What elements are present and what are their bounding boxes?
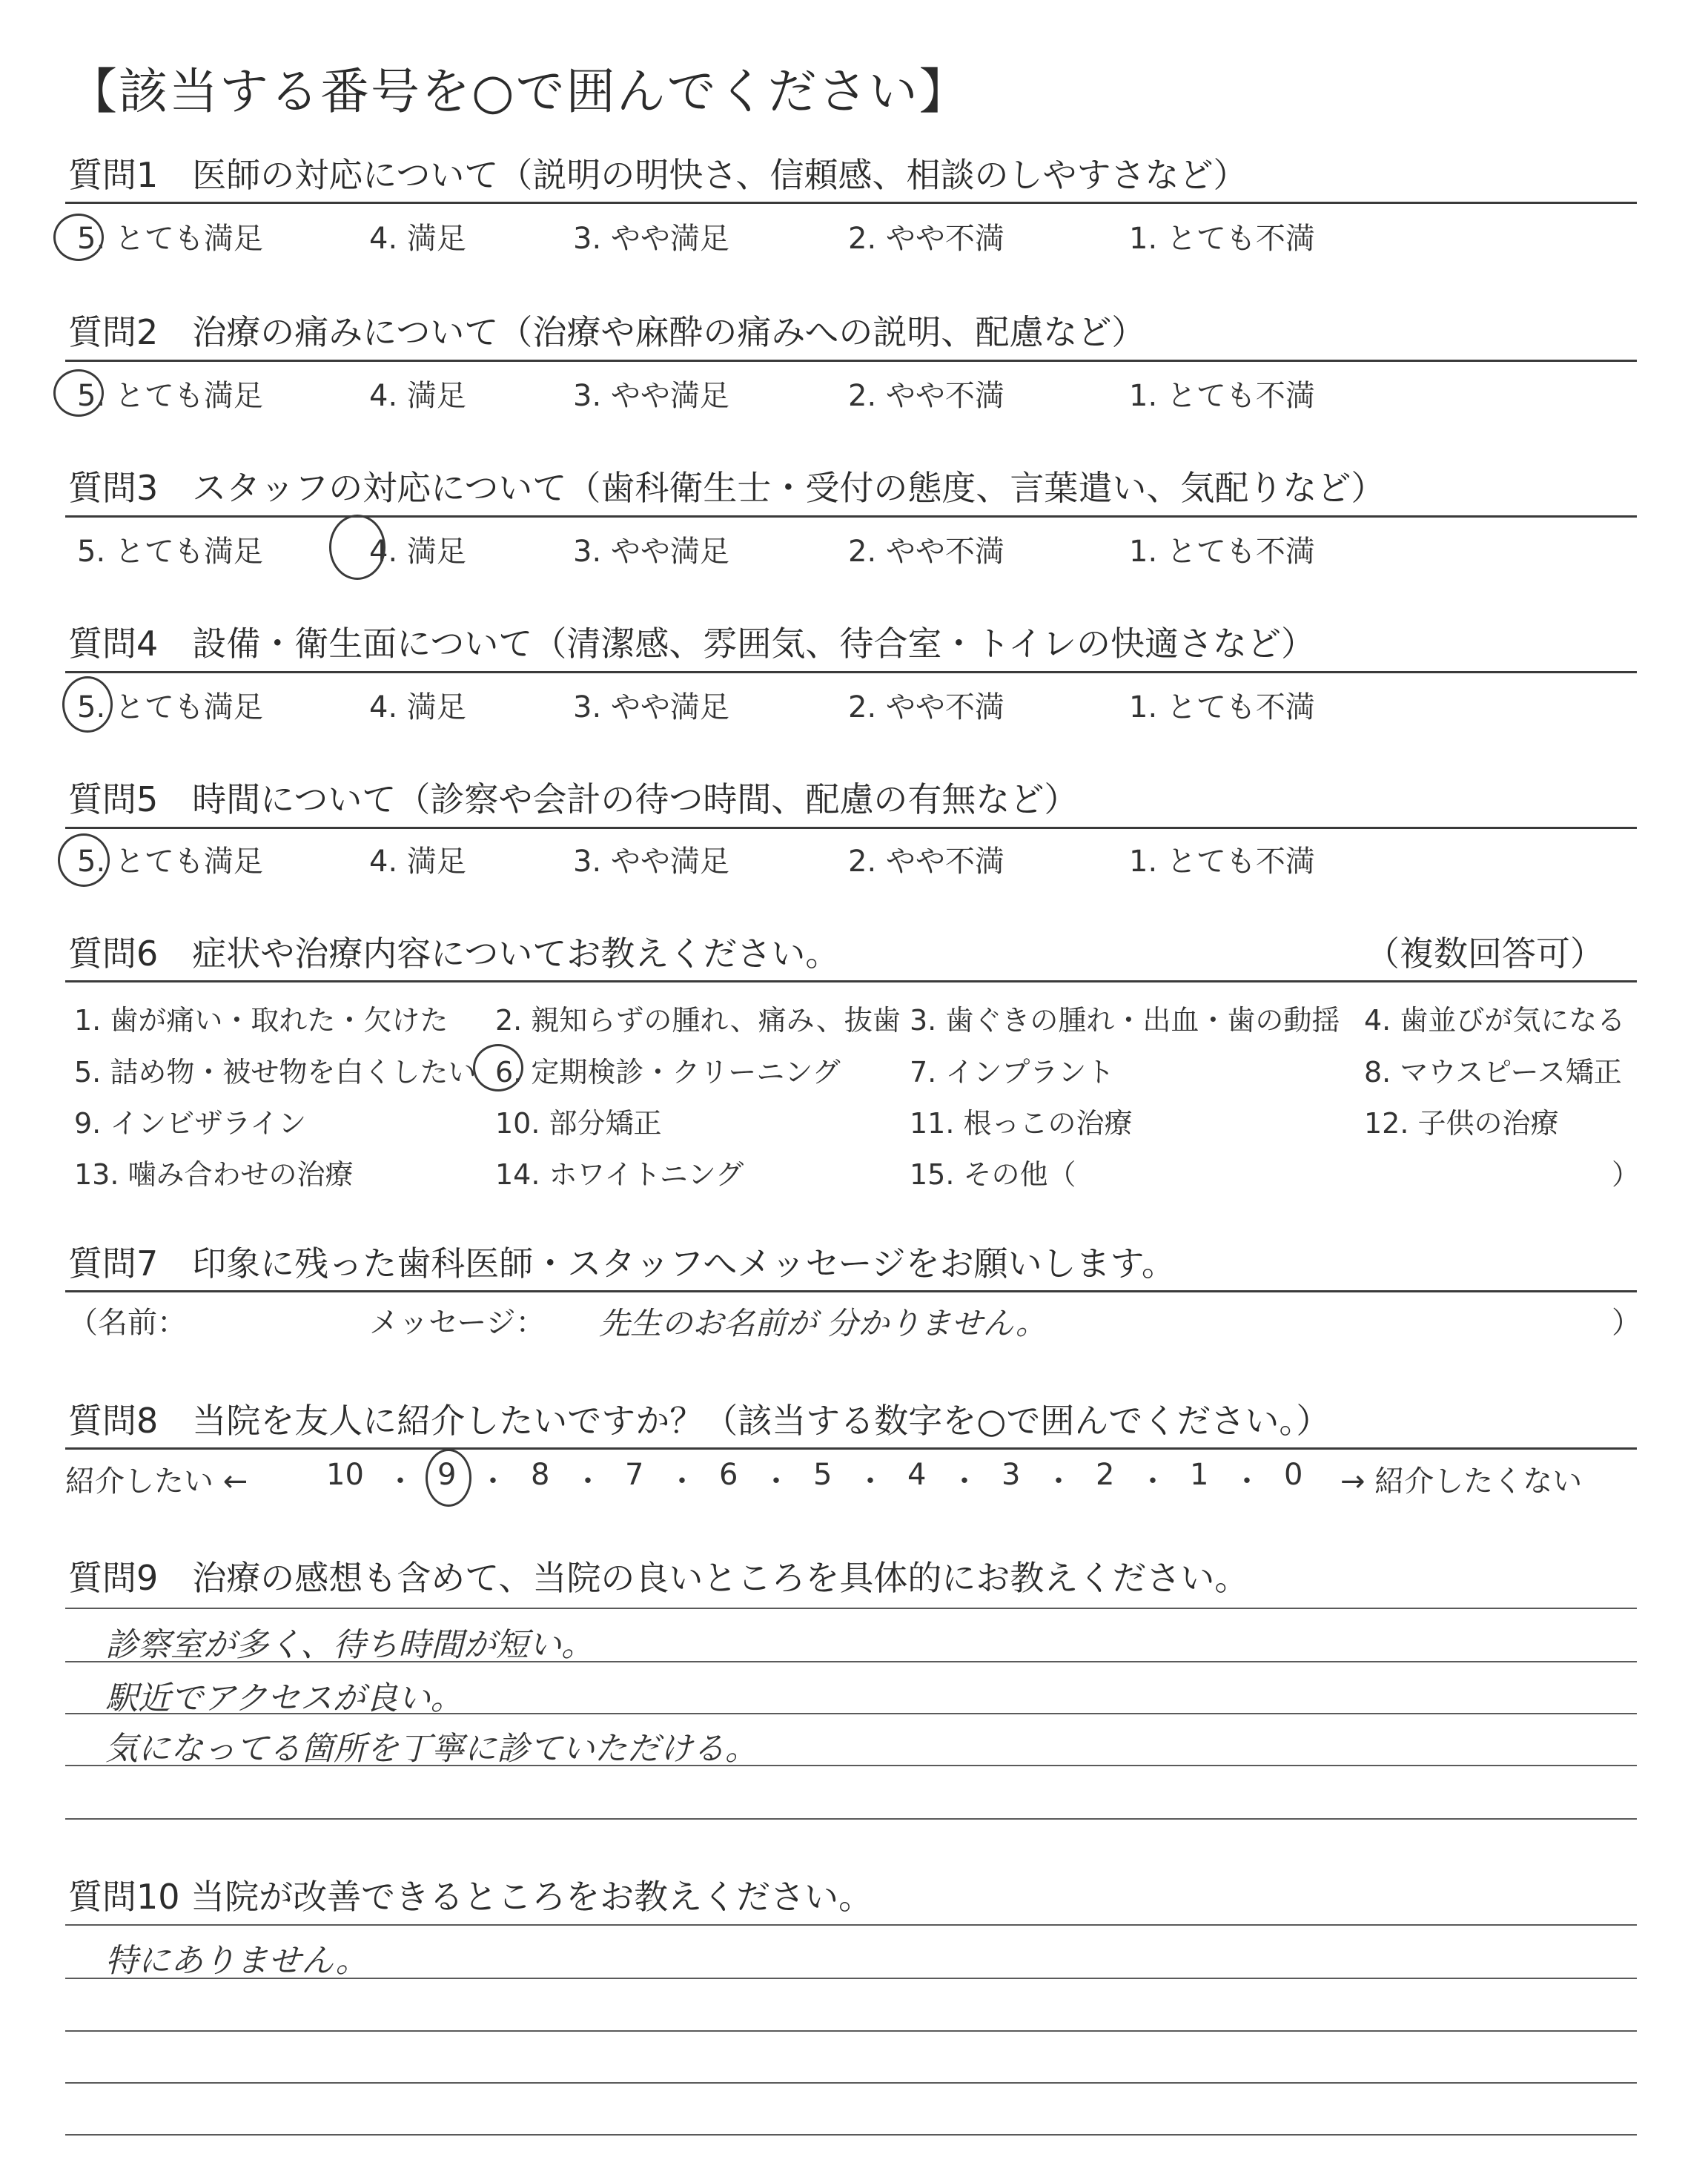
q2-option-4[interactable]: 4. 満足: [369, 379, 466, 413]
q8-separator: ・: [1138, 1464, 1168, 1499]
form-title: 【該当する番号を○で囲んでください】: [68, 63, 970, 120]
q9-line-rule: [65, 1818, 1637, 1820]
question-6-rule: [65, 980, 1637, 982]
q8-separator: ・: [667, 1464, 697, 1499]
q3-option-1[interactable]: 1. とても不満: [1129, 535, 1315, 569]
q5-option-2[interactable]: 2. やや不満: [848, 845, 1004, 879]
q6-option-14[interactable]: 14. ホワイトニング: [495, 1158, 744, 1191]
q10-line-rule: [65, 2134, 1637, 2136]
q8-number-0[interactable]: 0: [1284, 1458, 1303, 1492]
q2-option-5[interactable]: 5. とても満足: [77, 379, 263, 413]
q4-option-5[interactable]: 5. とても満足: [77, 690, 263, 724]
q8-separator: ・: [761, 1464, 791, 1499]
q8-number-7[interactable]: 7: [625, 1458, 644, 1492]
q8-number-9[interactable]: 9: [437, 1458, 457, 1492]
q10-line-rule: [65, 1924, 1637, 1926]
q6-option-9[interactable]: 9. インビザライン: [74, 1107, 307, 1140]
question-8-label: 質問8 当院を友人に紹介したいですか？（該当する数字を○で囲んでください。）: [68, 1401, 1331, 1441]
q6-option-11[interactable]: 11. 根っこの治療: [910, 1107, 1133, 1140]
q8-number-2[interactable]: 2: [1096, 1458, 1115, 1492]
q8-number-3[interactable]: 3: [1002, 1458, 1021, 1492]
q7-name-label: （名前：: [68, 1306, 187, 1340]
q8-selection-circle: [426, 1449, 471, 1507]
q2-option-2[interactable]: 2. やや不満: [848, 379, 1004, 413]
q6-option-10[interactable]: 10. 部分矯正: [495, 1107, 662, 1140]
q7-close-paren: ）: [1612, 1306, 1641, 1340]
question-6-note: （複数回答可）: [1366, 934, 1604, 974]
q3-option-5[interactable]: 5. とても満足: [77, 535, 263, 569]
q8-number-8[interactable]: 8: [531, 1458, 550, 1492]
q3-option-3[interactable]: 3. やや満足: [573, 535, 729, 569]
question-6-label: 質問6 症状や治療内容についてお教えください。: [68, 934, 840, 974]
question-1-rule: [65, 202, 1637, 204]
question-1-label: 質問1 医師の対応について（説明の明快さ、信頼感、相談のしやすさなど）: [68, 155, 1248, 195]
q10-line-rule: [65, 2082, 1637, 2084]
q9-answer-line-2[interactable]: 駅近でアクセスが良い。: [105, 1680, 463, 1717]
q1-option-1[interactable]: 1. とても不満: [1129, 222, 1315, 256]
q10-line-rule: [65, 2030, 1637, 2032]
question-5-label: 質問5 時間について（診察や会計の待つ時間、配慮の有無など）: [68, 779, 1079, 819]
question-3-rule: [65, 515, 1637, 518]
q9-answer-line-3[interactable]: 気になってる箇所を丁寧に診ていただける。: [105, 1730, 758, 1768]
q8-separator: ・: [1044, 1464, 1073, 1499]
q9-answer-line-1[interactable]: 診察室が多く、待ち時間が短い。: [105, 1626, 595, 1664]
q8-separator: ・: [385, 1464, 415, 1499]
q8-right-label: → 紹介したくない: [1340, 1464, 1583, 1499]
question-3-label: 質問3 スタッフの対応について（歯科衛生士・受付の態度、言葉遣い、気配りなど）: [68, 468, 1386, 508]
q6-option-2[interactable]: 2. 親知らずの腫れ、痛み、抜歯: [495, 1004, 901, 1037]
q8-number-5[interactable]: 5: [813, 1458, 833, 1492]
q8-number-4[interactable]: 4: [907, 1458, 927, 1492]
q8-number-6[interactable]: 6: [719, 1458, 738, 1492]
q6-option-8[interactable]: 8. マウスピース矯正: [1364, 1056, 1622, 1089]
q5-selection-circle: [58, 833, 110, 887]
q6-option-1[interactable]: 1. 歯が痛い・取れた・欠けた: [74, 1004, 448, 1037]
question-7-rule: [65, 1290, 1637, 1292]
q6-selection-circle: [473, 1044, 523, 1091]
q1-selection-circle: [53, 214, 104, 261]
q8-separator: ・: [1232, 1464, 1262, 1499]
q6-option-13[interactable]: 13. 噛み合わせの治療: [74, 1158, 354, 1191]
q8-left-label: 紹介したい ←: [65, 1464, 248, 1499]
q5-option-5[interactable]: 5. とても満足: [77, 845, 263, 879]
question-4-label: 質問4 設備・衛生面について（清潔感、雰囲気、待合室・トイレの快適さなど）: [68, 624, 1316, 664]
q2-option-3[interactable]: 3. やや満足: [573, 379, 729, 413]
question-2-label: 質問2 治療の痛みについて（治療や麻酔の痛みへの説明、配慮など）: [68, 312, 1146, 352]
q4-option-2[interactable]: 2. やや不満: [848, 690, 1004, 724]
q8-number-10[interactable]: 10: [326, 1458, 364, 1492]
q3-option-2[interactable]: 2. やや不満: [848, 535, 1004, 569]
q1-option-3[interactable]: 3. やや満足: [573, 222, 729, 256]
q10-answer-line-1[interactable]: 特にありません。: [105, 1942, 368, 1980]
question-5-rule: [65, 827, 1637, 829]
q1-option-2[interactable]: 2. やや不満: [848, 222, 1004, 256]
q8-separator: ・: [950, 1464, 979, 1499]
q6-option-15-close: ）: [1612, 1158, 1641, 1191]
q4-option-1[interactable]: 1. とても不満: [1129, 690, 1315, 724]
q1-option-4[interactable]: 4. 満足: [369, 222, 466, 256]
question-7-label: 質問7 印象に残った歯科医師・スタッフへメッセージをお願いします。: [68, 1244, 1176, 1284]
q6-option-3[interactable]: 3. 歯ぐきの腫れ・出血・歯の動揺: [910, 1004, 1340, 1037]
q8-number-1[interactable]: 1: [1190, 1458, 1209, 1492]
q2-selection-circle: [53, 369, 104, 417]
q8-separator: ・: [855, 1464, 885, 1499]
q4-option-4[interactable]: 4. 満足: [369, 690, 466, 724]
question-9-label: 質問9 治療の感想も含めて、当院の良いところを具体的にお教えください。: [68, 1558, 1249, 1598]
q8-separator: ・: [478, 1464, 508, 1499]
q4-option-3[interactable]: 3. やや満足: [573, 690, 729, 724]
q6-option-5[interactable]: 5. 詰め物・被せ物を白くしたい: [74, 1056, 477, 1089]
q7-message-handwritten[interactable]: 先生のお名前が 分かりません。: [599, 1305, 1047, 1341]
question-10-label: 質問10 当院が改善できるところをお教えください。: [68, 1877, 873, 1917]
q4-selection-circle: [62, 676, 113, 733]
q5-option-4[interactable]: 4. 満足: [369, 845, 466, 879]
q6-option-7[interactable]: 7. インプラント: [910, 1056, 1115, 1089]
q3-selection-circle: [329, 515, 385, 580]
q6-option-6[interactable]: 6. 定期検診・クリーニング: [495, 1056, 841, 1089]
q2-option-1[interactable]: 1. とても不満: [1129, 379, 1315, 413]
q5-option-3[interactable]: 3. やや満足: [573, 845, 729, 879]
q7-message-label: メッセージ：: [369, 1306, 546, 1340]
q9-line-rule: [65, 1608, 1637, 1609]
question-8-rule: [65, 1447, 1637, 1450]
q1-option-5[interactable]: 5. とても満足: [77, 222, 263, 256]
q8-separator: ・: [573, 1464, 603, 1499]
q5-option-1[interactable]: 1. とても不満: [1129, 845, 1315, 879]
question-4-rule: [65, 671, 1637, 673]
q6-option-12[interactable]: 12. 子供の治療: [1364, 1107, 1559, 1140]
q3-option-4[interactable]: 4. 満足: [369, 535, 466, 569]
q6-option-15[interactable]: 15. その他（: [910, 1158, 1076, 1191]
q6-option-4[interactable]: 4. 歯並びが気になる: [1364, 1004, 1626, 1037]
question-2-rule: [65, 360, 1637, 362]
